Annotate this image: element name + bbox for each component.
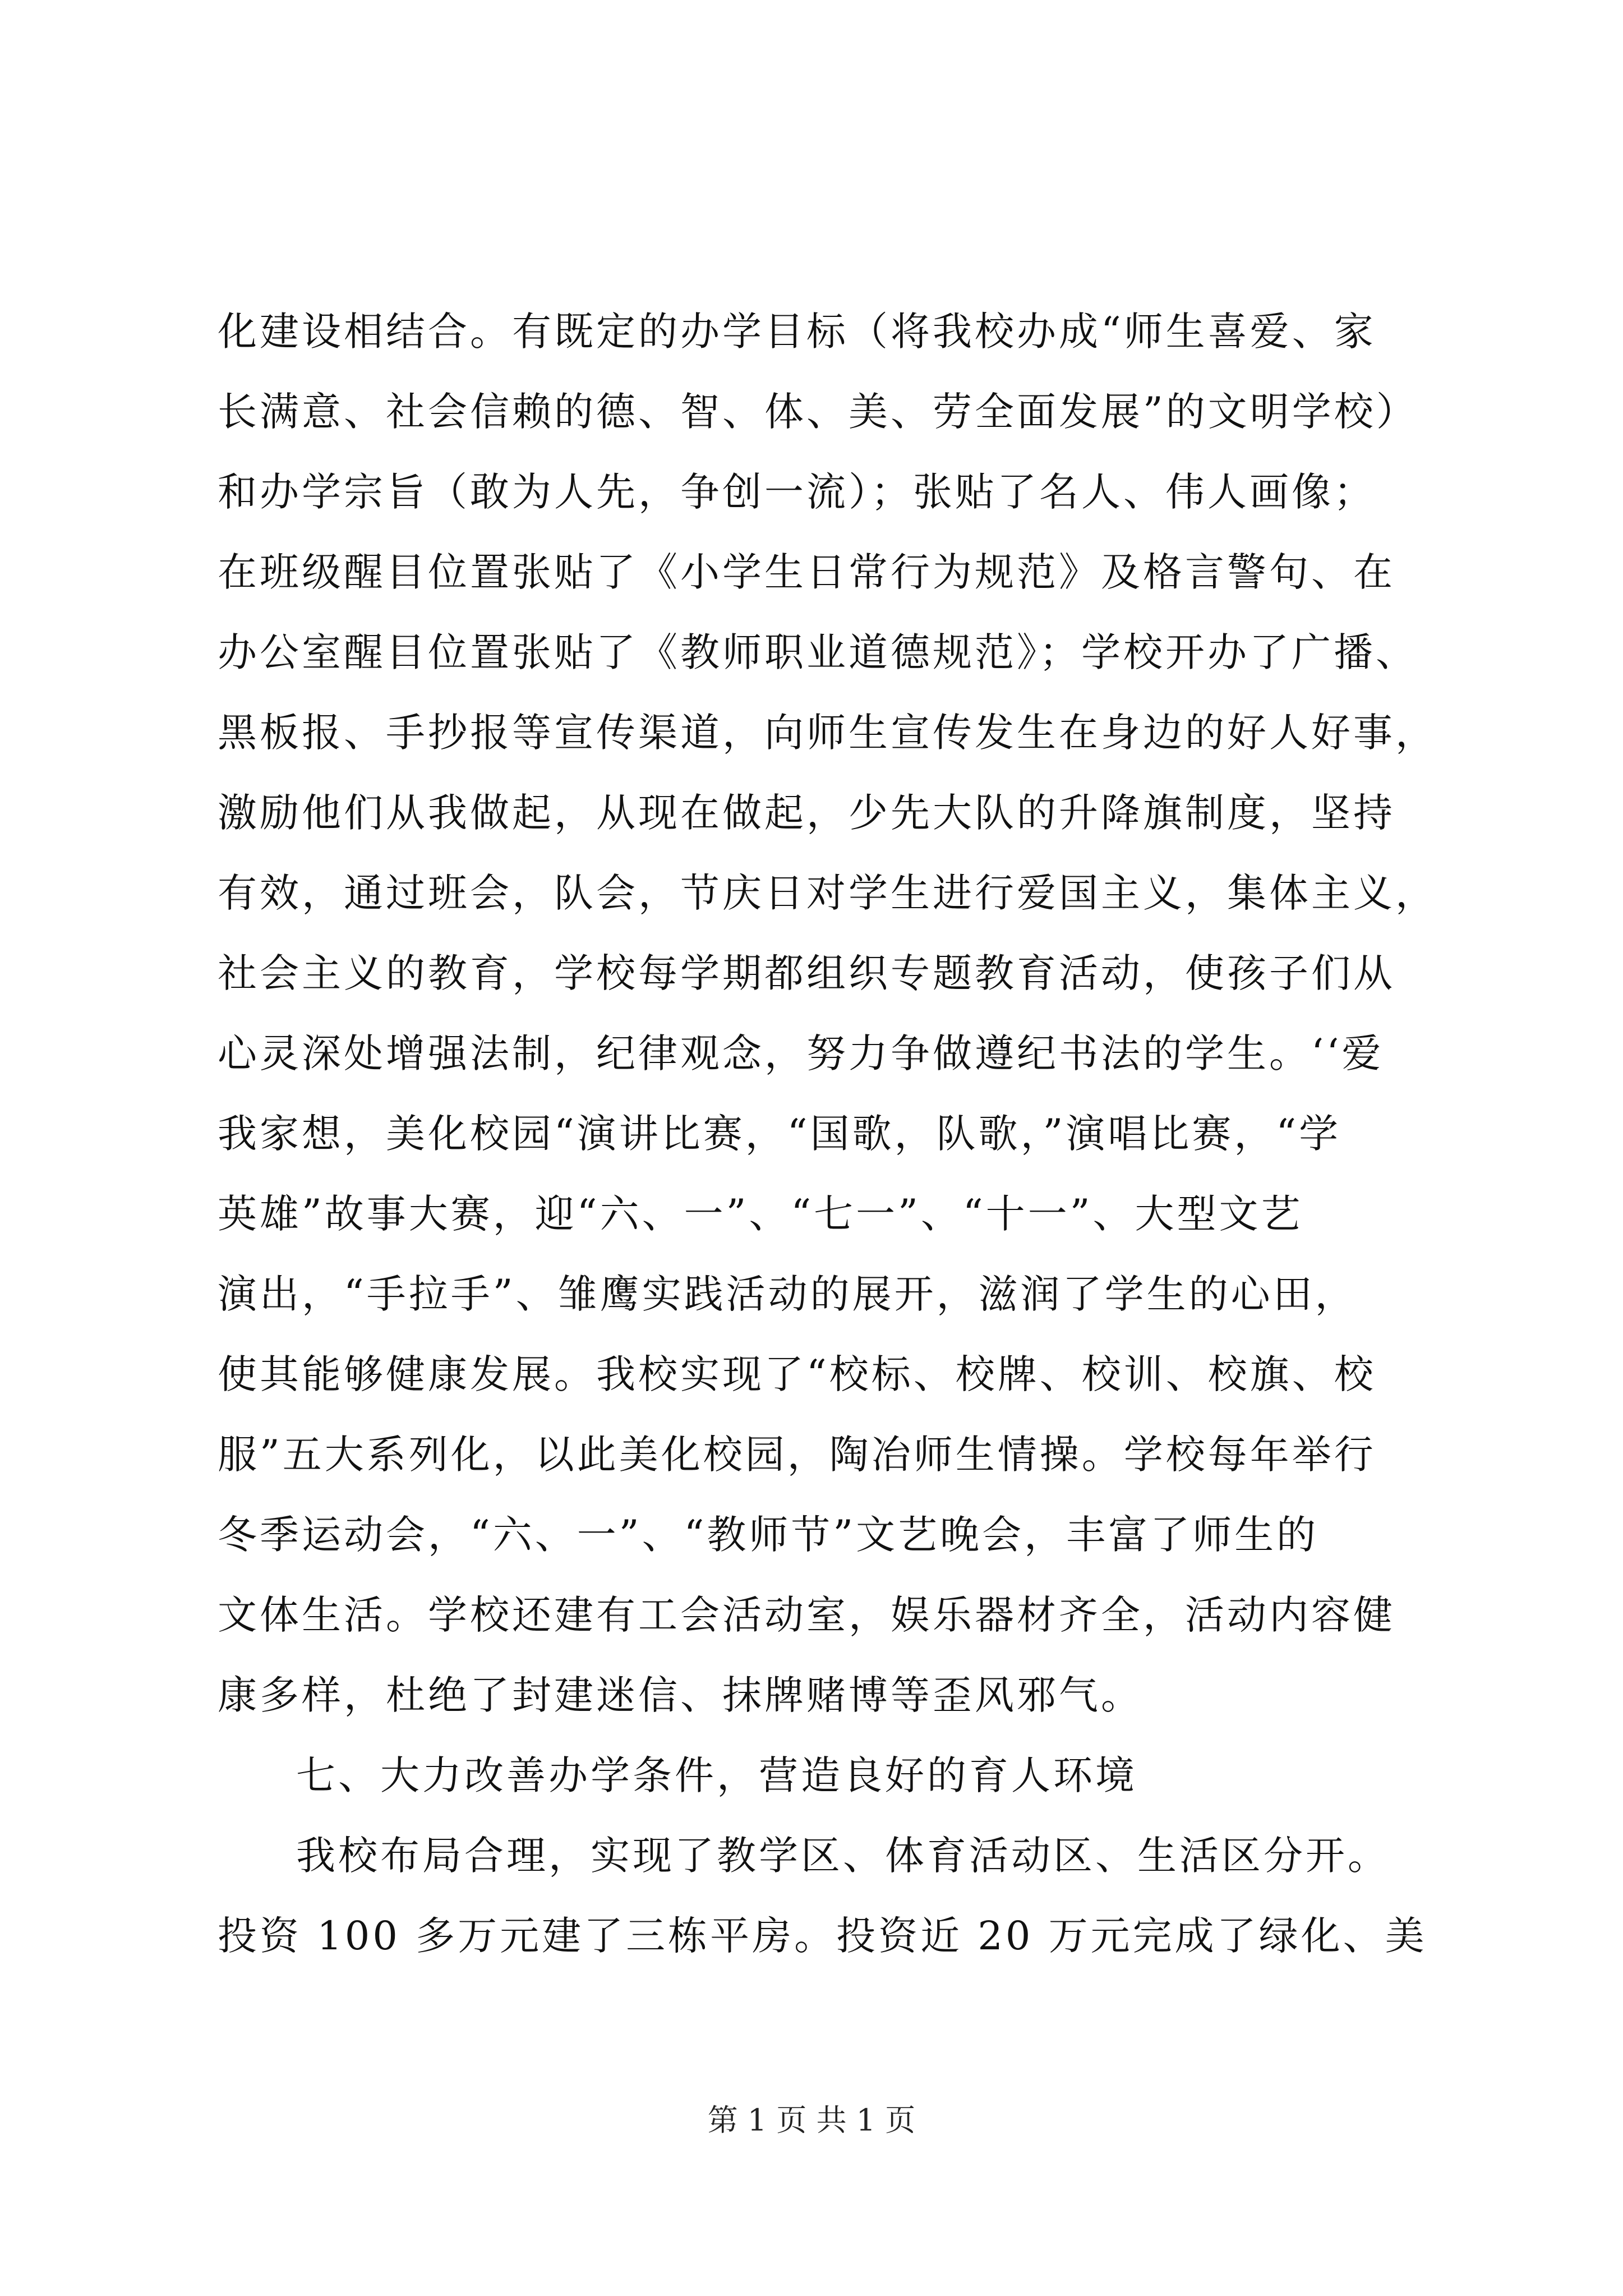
- text-line-15: 服”五大系列化，以此美化校园，陶冶师生情操。学校每年举行: [218, 1432, 1376, 1478]
- paragraph-2-line-1: 我校布局合理，实现了教学区、体育活动区、生活区分开。: [296, 1833, 1390, 1879]
- text-line-16: 冬季运动会，“六、一”、“教师节”文艺晚会，丰富了师生的: [218, 1512, 1319, 1558]
- text-line-1: 化建设相结合。有既定的办学目标（将我校办成“师生喜爱、家: [218, 309, 1376, 355]
- page-indicator: 第 1 页 共 1 页: [707, 2102, 916, 2138]
- page-footer: [0, 2098, 1623, 2143]
- text-line-14: 使其能够健康发展。我校实现了“校标、校牌、校训、校旗、校: [218, 1351, 1376, 1397]
- text-line-3: 和办学宗旨（敢为人先，争创一流）；张贴了名人、伟人画像；: [218, 469, 1376, 515]
- text-line-4: 在班级醒目位置张贴了《小学生日常行为规范》及格言警句、在: [218, 549, 1395, 595]
- text-line-17: 文体生活。学校还建有工会活动室，娱乐器材齐全，活动内容健: [218, 1592, 1395, 1638]
- text-line-5: 办公室醒目位置张贴了《教师职业道德规范》；学校开办了广播、: [218, 629, 1418, 675]
- section-heading: 七、大力改善办学条件，营造良好的育人环境: [296, 1752, 1137, 1798]
- text-line-13: 演出，“手拉手”、雏鹰实践活动的展开，滋润了学生的心田，: [218, 1271, 1357, 1317]
- text-line-9: 社会主义的教育，学校每学期都组织专题教育活动，使孩子们从: [218, 950, 1395, 996]
- body-text: [218, 292, 1437, 1976]
- text-line-2: 长满意、社会信赖的德、智、体、美、劳全面发展”的文明学校）: [218, 389, 1418, 435]
- text-line-7: 激励他们从我做起，从现在做起，少先大队的升降旗制度，坚持: [218, 790, 1395, 836]
- paragraph-2-line-2: 投资 100 多万元建了三栋平房。投资近 20 万元完成了绿化、美: [218, 1913, 1427, 1959]
- text-line-10: 心灵深处增强法制，纪律观念，努力争做遵纪书法的学生。‘‘爱: [218, 1030, 1384, 1076]
- text-line-18: 康多样，杜绝了封建迷信、抹牌赌博等歪风邪气。: [218, 1672, 1143, 1718]
- text-line-8: 有效，通过班会，队会，节庆日对学生进行爱国主义，集体主义，: [218, 870, 1437, 916]
- text-line-6: 黑板报、手抄报等宣传渠道，向师生宣传发生在身边的好人好事，: [218, 710, 1437, 756]
- text-line-12: 英雄”故事大赛，迎“六、一”、“七一”、“十一”、大型文艺: [218, 1191, 1303, 1237]
- text-line-11: 我家想，美化校园“演讲比赛，“国歌，队歌，”演唱比赛，“学: [218, 1111, 1341, 1157]
